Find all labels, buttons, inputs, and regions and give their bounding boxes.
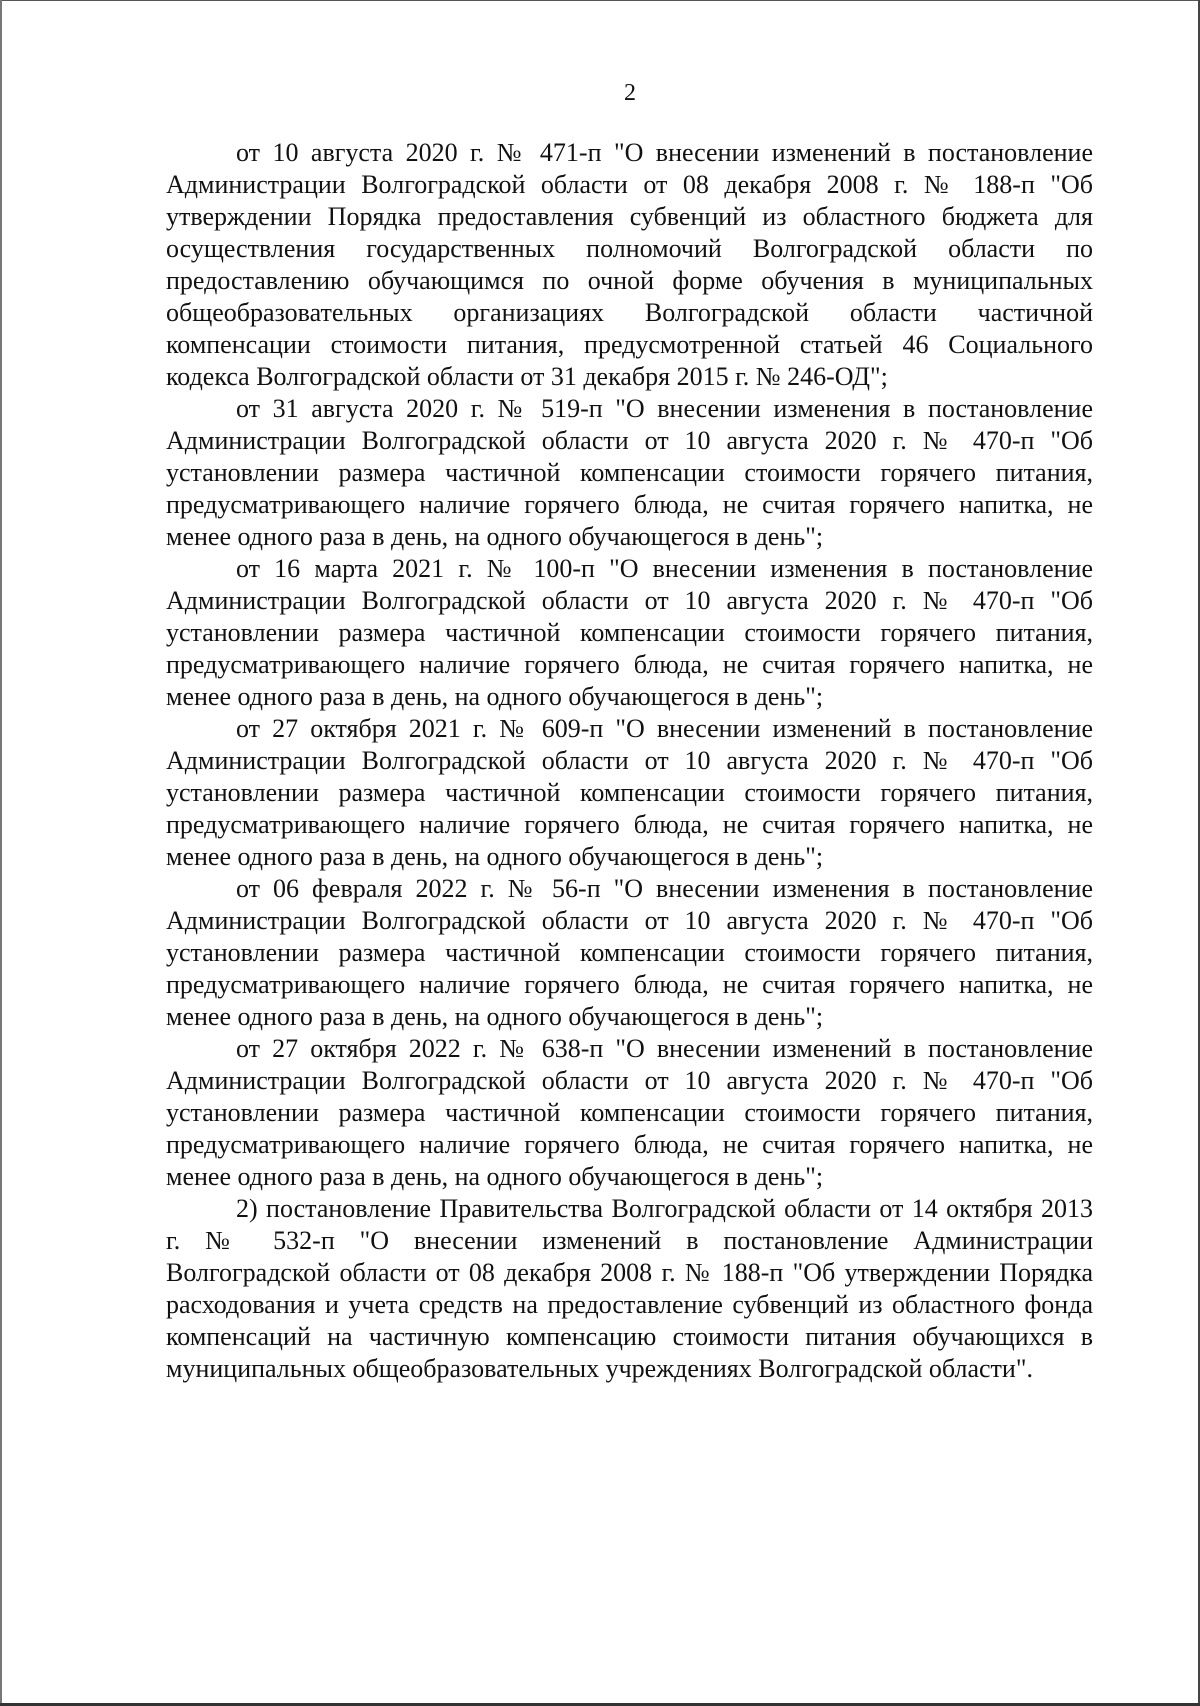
scan-edge-top: [0, 0, 1200, 6]
paragraph-resolution-100: от 16 марта 2021 г. № 100-п "О внесении изменения в постановление Администрации Волгоградской области от 10 августа 2020 г. № 470-п "Об установлении размера частичной компенсации стоимости горячего питания, предусматривающего наличие горячего блюда, не считая горячего напитка, не менее одного раза в день, на одного обучающегося в день";: [166, 554, 1093, 711]
paragraph-resolution-609: от 27 октября 2021 г. № 609-п "О внесении изменений в постановление Администрации Волгоградской области от 10 августа 2020 г. № 470-п "Об установлении размера частичной компенсации стоимости горячего питания, предусматривающего наличие горячего блюда, не считая горячего напитка, не менее одного раза в день, на одного обучающегося в день";: [166, 714, 1093, 871]
paragraph-item-2: 2) постановление Правительства Волгоградской области от 14 октября 2013 г. № 532-п "О внесении изменений в постановление Администрации Волгоградской области от 08 декабря 2008 г. № 188-п "Об утверждении Порядка расходования и учета средств на предоставление субвенций из областного фонда компенсаций на частичную компенсацию стоимости питания обучающихся в муниципальных общеобразовательных учреждениях Волгоградской области".: [166, 1194, 1093, 1383]
document-body: [166, 137, 1093, 1385]
paragraph-resolution-519: от 31 августа 2020 г. № 519-п "О внесении изменения в постановление Администрации Волгоградской области от 10 августа 2020 г. № 470-п "Об установлении размера частичной компенсации стоимости горячего питания, предусматривающего наличие горячего блюда, не считая горячего напитка, не менее одного раза в день, на одного обучающегося в день";: [166, 394, 1093, 551]
scan-edge-left: [0, 0, 2, 1706]
paragraph-resolution-638: от 27 октября 2022 г. № 638-п "О внесении изменений в постановление Администрации Волгоградской области от 10 августа 2020 г. № 470-п "Об установлении размера частичной компенсации стоимости горячего питания, предусматривающего наличие горячего блюда, не считая горячего напитка, не менее одного раза в день, на одного обучающегося в день";: [166, 1034, 1093, 1191]
page-number: 2: [624, 80, 636, 106]
paragraph-resolution-56: от 06 февраля 2022 г. № 56-п "О внесении изменения в постановление Администрации Волгоградской области от 10 августа 2020 г. № 470-п "Об установлении размера частичной компенсации стоимости горячего питания, предусматривающего наличие горячего блюда, не считая горячего напитка, не менее одного раза в день, на одного обучающегося в день";: [166, 874, 1093, 1031]
paragraph-resolution-471: от 10 августа 2020 г. № 471-п "О внесении изменений в постановление Администрации Волгоградской области от 08 декабря 2008 г. № 188-п "Об утверждении Порядка предоставления субвенций из областного бюджета для осуществления государственных полномочий Волгоградской области по предоставлению обучающимся по очной форме обучения в муниципальных общеобразовательных организациях Волгоградской области частичной компенсации стоимости питания, предусмотренной статьей 46 Социального кодекса Волгоградской области от 31 декабря 2015 г. № 246-ОД";: [166, 138, 1093, 391]
